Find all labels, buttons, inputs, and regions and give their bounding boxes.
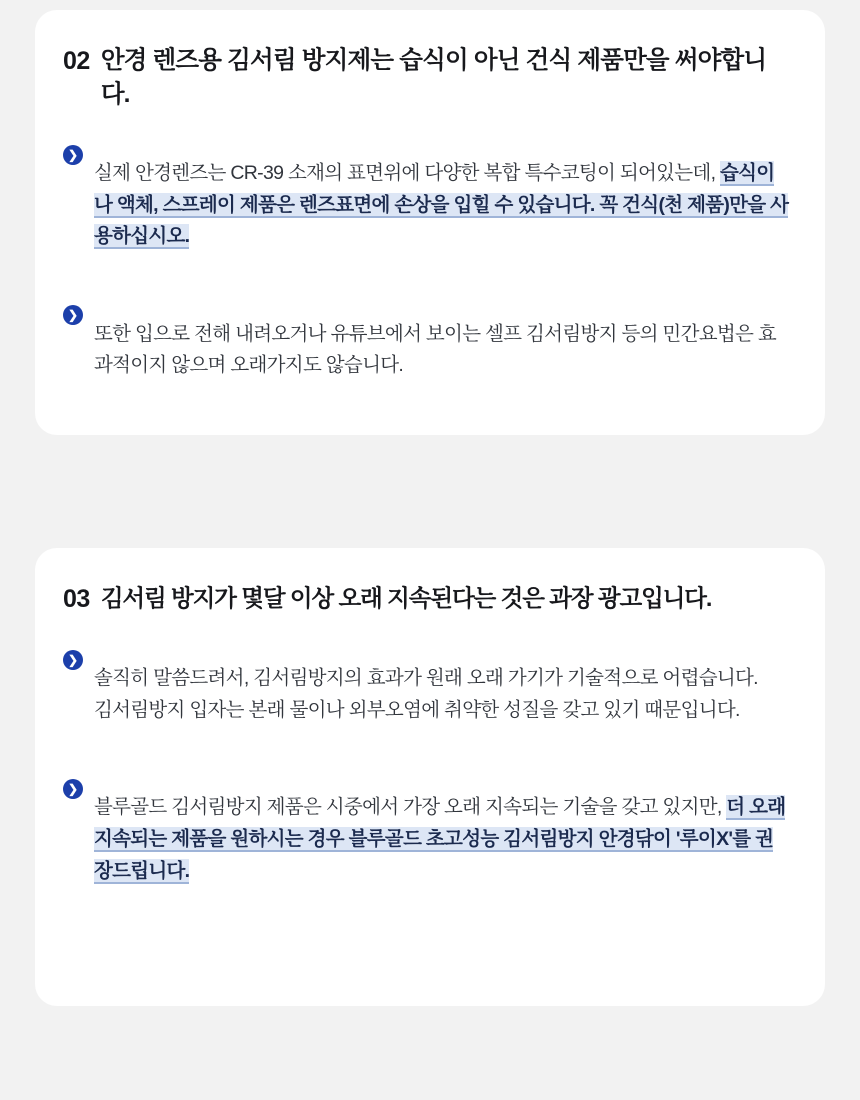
bullet-text-plain-2: 김서림방지 입자는 본래 물이나 외부오염에 취약한 성질을 갖고 있기 때문입니다. — [94, 698, 740, 721]
chevron-right-icon: ❯ — [63, 145, 83, 165]
bullet-text — [94, 158, 791, 253]
bullet-text-plain: 또한 입으로 전해 내려오거나 유튜브에서 보이는 셀프 김서림방지 등의 민간요법은 효과적이지 않으며 오래가지도 않습니다. — [94, 322, 776, 377]
bullet-list — [63, 644, 791, 907]
chevron-right-icon: ❯ — [63, 779, 83, 799]
bullet-text-highlight: 습식이나 액체, 스프레이 제품은 렌즈표면에 손상을 입힐 수 있습니다. 꼭 건식(천 제품)만을 사용하십시오. — [94, 162, 789, 248]
bullet-list — [63, 139, 791, 402]
card-number: 03 — [63, 585, 90, 614]
bullet-text — [94, 792, 791, 887]
info-card-03 — [35, 548, 825, 1006]
bullet-text-plain: 블루골드 김서림방지 제품은 시중에서 가장 오래 지속되는 기술을 갖고 있지만, — [94, 796, 727, 819]
card-heading — [63, 582, 791, 616]
card-heading — [63, 44, 791, 112]
bullet-text — [94, 663, 758, 726]
bullet-text — [94, 319, 791, 382]
bullet-text-plain: 솔직히 말씀드려서, 김서림방지의 효과가 원래 오래 가기가 기술적으로 어렵습니다. — [94, 667, 758, 690]
list-item — [63, 299, 791, 401]
bullet-text-plain: 실제 안경렌즈는 CR-39 소재의 표면위에 다양한 복합 특수코팅이 되어있는데, — [94, 162, 720, 185]
list-item — [63, 644, 791, 746]
card-title: 안경 렌즈용 김서림 방지제는 습식이 아닌 건식 제품만을 써야합니다. — [100, 47, 767, 108]
chevron-right-icon: ❯ — [63, 650, 83, 670]
list-item — [63, 139, 791, 273]
info-card-02 — [35, 10, 825, 435]
bullet-text-highlight: 더 오래 지속되는 제품을 원하시는 경우 블루골드 초고성능 김서림방지 안경닦이 '루이X'를 권장드립니다. — [94, 796, 786, 882]
list-item — [63, 773, 791, 907]
card-title: 김서림 방지가 몇달 이상 오래 지속된다는 것은 과장 광고입니다. — [100, 585, 712, 612]
chevron-right-icon: ❯ — [63, 305, 83, 325]
card-number: 02 — [63, 47, 90, 75]
